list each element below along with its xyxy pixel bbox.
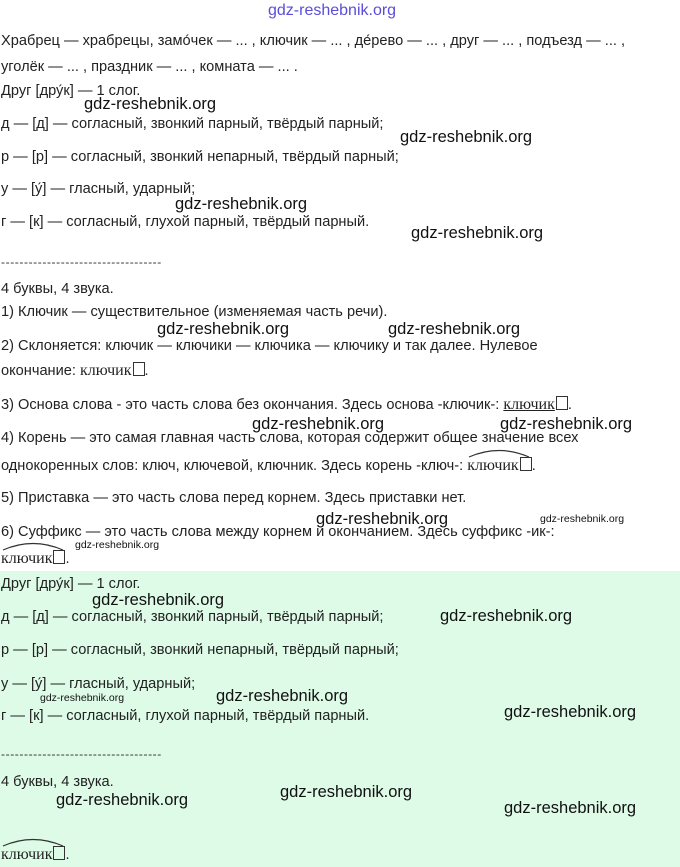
ending-label: окончание: [1,363,76,379]
sound-d: д — [д] — согласный, звонкий парный, твёрдый парный; [1,116,384,132]
watermark: gdz-reshebnik.org [268,2,397,19]
analysis-root-2: однокоренных слов: ключ, ключевой, ключник. Здесь корень -ключ-: ключик . [1,457,536,475]
watermark: gdz-reshebnik.org [84,95,217,113]
analysis-stem: 3) Основа слова - это часть слова без окончания. Здесь основа -ключик-: ключик . [1,396,572,413]
watermark: gdz-reshebnik.org [504,799,637,817]
watermark: gdz-reshebnik.org [216,687,349,705]
letters-sounds-count-2: 4 буквы, 4 звука. [1,774,114,790]
analysis-root: 4) Корень — это самая главная часть слова, которая содержит общее значение всех [1,430,579,446]
watermark: gdz-reshebnik.org [504,703,637,721]
sound-u: у — [у́] — гласный, ударный; [1,181,196,197]
suffix-arc-2 [1,837,65,847]
watermark: gdz-reshebnik.org [440,607,573,625]
suffix-arc [1,541,65,551]
sound-d-2: д — [д] — согласный, звонкий парный, твёрдый парный; [1,609,384,625]
null-ending-box [133,362,145,376]
sound-u-2: у — [у́] — гласный, ударный; [1,676,196,692]
watermark: gdz-reshebnik.org [316,510,449,528]
watermark: gdz-reshebnik.org [400,128,533,146]
word-suffix-2: ключик [1,846,52,863]
null-ending-box [53,550,65,564]
watermark: gdz-reshebnik.org [92,591,225,609]
analysis-part-of-speech: 1) Ключик — существительное (изменяемая часть речи). [1,304,388,320]
word-suffix-line-2: ключик . [1,846,70,864]
watermark: gdz-reshebnik.org [157,320,290,338]
watermark: gdz-reshebnik.org [500,415,633,433]
analysis-ending: окончание: ключик . [1,362,149,379]
watermark: gdz-reshebnik.org [175,195,308,213]
null-ending-box [556,396,568,410]
watermark: gdz-reshebnik.org [56,791,189,809]
null-ending-box [53,846,65,860]
word-stem: ключик [503,396,555,413]
syllables-line: Друг [дру́к] — 1 слог. [1,83,141,99]
sound-g: г — [к] — согласный, глухой парный, твёрдый парный. [1,214,370,230]
analysis-declension: 2) Склоняется: ключик — ключики — ключика — ключику и так далее. Нулевое [1,338,538,354]
analysis-suffix: 6) Суффикс — это часть слова между корнем и окончанием. Здесь суффикс -ик-: [1,524,555,540]
sound-g-2: г — [к] — согласный, глухой парный, твёрдый парный. [1,708,370,724]
null-ending-box [520,457,532,471]
separator: ----------------------------------- [1,255,162,269]
watermark: gdz-reshebnik.org [540,513,625,525]
watermark: gdz-reshebnik.org [388,320,521,338]
analysis-prefix: 5) Приставка — это часть слова перед корнем. Здесь приставки нет. [1,490,467,506]
separator-2: ----------------------------------- [1,747,162,761]
task-line-2: уголёк — ... , праздник — ... , комната — ... . [1,59,298,75]
task-line-1: Храбрец — храбрецы, замо́чек — ... , ключик — ... , де́рево — ... , друг — ... , подъезд — ... , [1,33,626,49]
sound-r: р — [р] — согласный, звонкий непарный, твёрдый парный; [1,149,399,165]
word-root: ключик [467,457,518,474]
root-arc [467,448,531,458]
word-suffix: ключик [1,550,52,567]
watermark: gdz-reshebnik.org [280,783,413,801]
watermark: gdz-reshebnik.org [411,224,544,242]
stem-label: 3) Основа слова - это часть слова без окончания. Здесь основа -ключик-: [1,397,500,413]
letters-sounds-count: 4 буквы, 4 звука. [1,281,114,297]
watermark: gdz-reshebnik.org [75,539,160,551]
watermark: gdz-reshebnik.org [252,415,385,433]
root-label: однокоренных слов: ключ, ключевой, ключник. Здесь корень -ключ-: [1,458,464,474]
syllables-line-2: Друг [дру́к] — 1 слог. [1,576,141,592]
word-suffix-line: ключик . [1,550,70,568]
sound-r-2: р — [р] — согласный, звонкий непарный, твёрдый парный; [1,642,399,658]
watermark: gdz-reshebnik.org [40,692,125,704]
word-ending: ключик [80,362,144,379]
